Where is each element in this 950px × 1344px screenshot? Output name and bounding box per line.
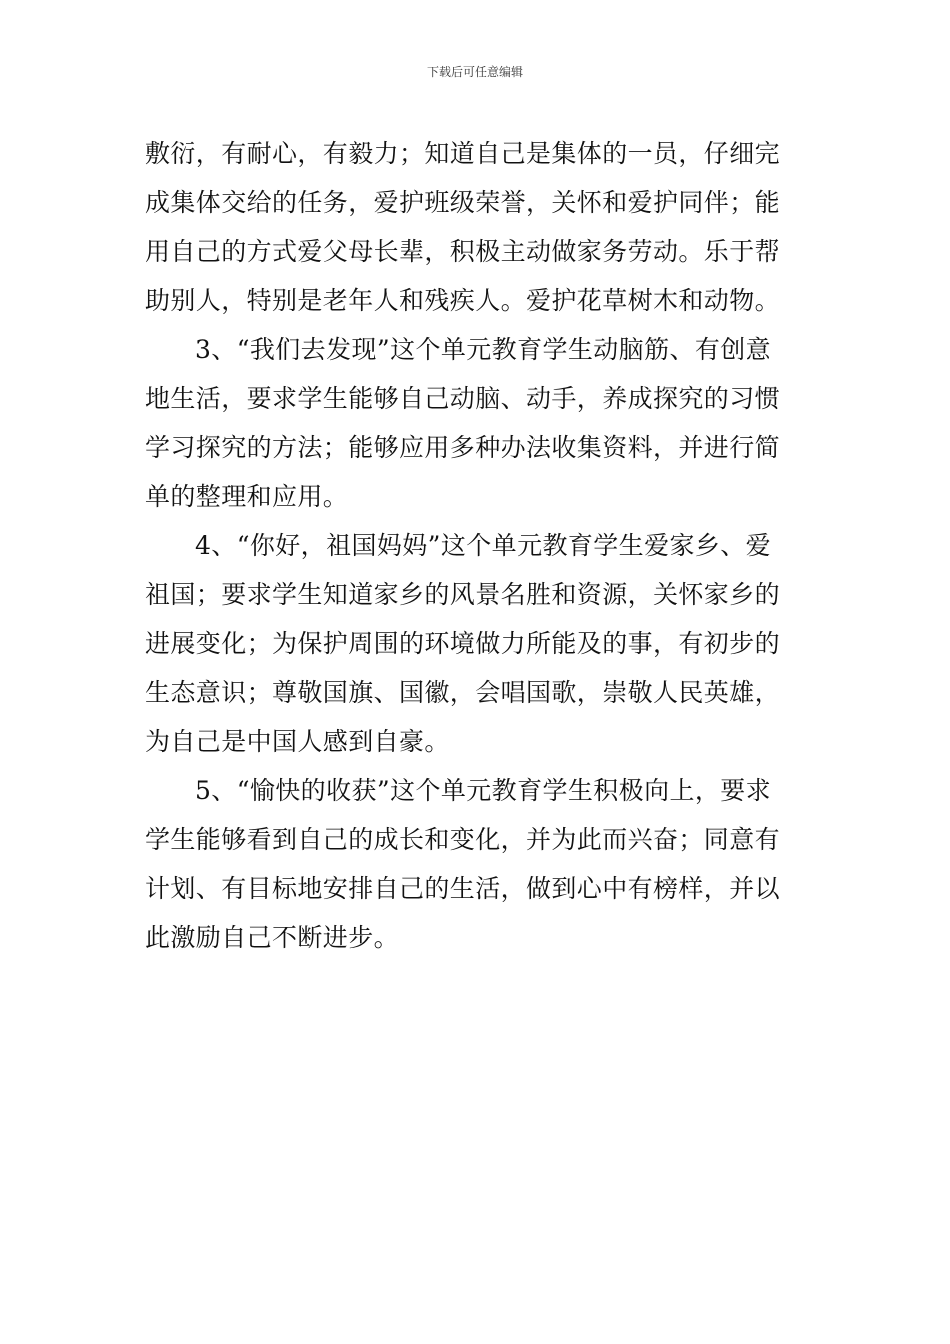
text-line: 学生能够看到自己的成长和变化，并为此而兴奋；同意有: [145, 825, 781, 854]
document-body: [145, 129, 807, 962]
page-header: 下载后可任意编辑: [426, 65, 523, 79]
text-line: 单的整理和应用。: [145, 482, 349, 511]
text-line: 为自己是中国人感到自豪。: [145, 727, 450, 756]
paragraph-start-line: 4、“你好，祖国妈妈”这个单元教育学生爱家乡、爱: [195, 531, 772, 560]
paragraph-start-line: 3、“我们去发现”这个单元教育学生动脑筋、有创意: [195, 335, 772, 364]
text-line: 此激励自己不断进步。: [145, 923, 400, 952]
text-line: 生态意识；尊敬国旗、国徽，会唱国歌，崇敬人民英雄，: [145, 678, 781, 707]
text-line: 学习探究的方法；能够应用多种办法收集资料，并进行简: [145, 433, 781, 462]
text-line: 进展变化；为保护周围的环境做力所能及的事，有初步的: [145, 629, 781, 658]
text-line: 敷衍，有耐心，有毅力；知道自己是集体的一员，仔细完: [145, 139, 781, 168]
text-line: 用自己的方式爱父母长辈，积极主动做家务劳动。乐于帮: [145, 237, 781, 266]
text-line: 助别人，特别是老年人和残疾人。爱护花草树木和动物。: [145, 286, 781, 315]
paragraph-start-line: 5、“愉快的收获”这个单元教育学生积极向上，要求: [195, 776, 772, 805]
text-line: 祖国；要求学生知道家乡的风景名胜和资源，关怀家乡的: [145, 580, 781, 609]
text-line: 地生活，要求学生能够自己动脑、动手，养成探究的习惯: [145, 384, 781, 413]
text-line: 成集体交给的任务，爱护班级荣誉，关怀和爱护同伴；能: [145, 188, 781, 217]
text-line: 计划、有目标地安排自己的生活，做到心中有榜样，并以: [145, 874, 781, 903]
